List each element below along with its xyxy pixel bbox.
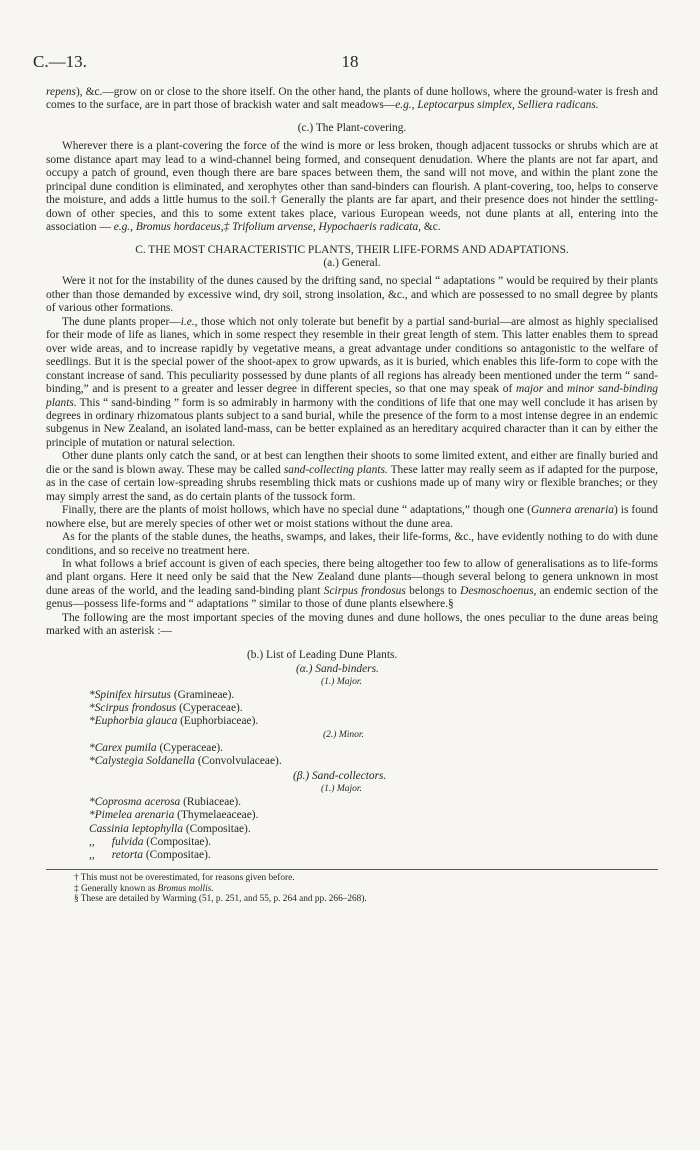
footnotes: [46, 873, 658, 905]
major-label: (1.) Major.: [321, 676, 362, 687]
paragraph-sand-collecting: Other dune plants only catch the sand, or at best can lengthen their shoots to some limited extent, and either are finally buried and die or the sand is blown away. These may be called sand-collecting plants. These latter may really seem as if adapted for the purpose, as in the case of certain low-spreading shrubs resembling thick mats or cushions made up of many wiry or flexible branches; or they may simply arrest the sand, as do certain plants of the tussock form.: [46, 450, 658, 503]
paragraph-stable-dunes: As for the plants of the stable dunes, the heaths, swamps, and lakes, their life-forms, &c., have evidently nothing to do with dune conditions, and so receive no treatment here.: [46, 531, 658, 557]
major2-label: (1.) Major.: [321, 783, 362, 794]
list-item: *Calystegia Soldanella (Convolvulaceae).: [89, 755, 282, 768]
list-item: *Coprosma acerosa (Rubiaceae).: [89, 795, 241, 808]
list-heading: (b.) List of Leading Dune Plants.: [247, 648, 398, 661]
collectors-major-list: [46, 796, 658, 863]
species-name: repens: [46, 86, 76, 98]
list-item: *Carex pumila (Cyperaceae).: [89, 741, 224, 754]
minor-label: (2.) Minor.: [323, 729, 364, 740]
list-item: Cassinia leptophylla (Compositae).: [89, 822, 251, 835]
binders-minor-list: [46, 742, 658, 769]
binders-major-list: [46, 689, 658, 729]
list-item: ,, fulvida (Compositae).: [89, 835, 212, 848]
footnote-dagger: † This must not be overestimated, for reasons given before.: [74, 872, 295, 883]
paragraph-continued: repens), &c.—grow on or close to the shore itself. On the other hand, the plants of dune hollows, where the ground-water is fresh and comes to the surface, are in part those of brackish water and salt meadows—e.g., Leptocarpus simplex, Selliera radicans.: [46, 86, 658, 112]
sand-collectors-heading: (β.) Sand-collectors.: [293, 769, 387, 782]
page-number: 18: [341, 52, 359, 71]
list-item: *Spinifex hirsutus (Gramineae).: [89, 688, 235, 701]
plant-covering-heading: (c.) The Plant-covering.: [297, 121, 407, 134]
plant-covering-paragraph: Wherever there is a plant-covering the force of the wind is more or less broken, though adjacent tussocks or shrubs which are at some distance apart may lead to a wind-channel being formed, and consequent denudation. Where the plants are not far apart, and occupy a patch of ground, even though there are bare spaces between them, the sand will not move, and within the plant zone the principal dune condition is eliminated, and xerophytes other than sand-binders can flourish. A plant-covering, too, helps to conserve the moisture, and adds a little humus to the soil.† Generally the plants are far apart, and their presence does not hinder the settling-down of other species, and this to some extent takes place, various European weeds, not dune plants at all, entering into the association — e.g., Bromus hordaceus,‡ Trifolium arvense, Hypochaeris radicata, &c.: [46, 140, 658, 234]
paragraph-dune-plants-proper: The dune plants proper—i.e., those which not only tolerate but benefit by a partial sand-burial—are almost as highly specialised for their mode of life as lianes, which in some respect they resemble in their great length of stem. This latter enables them to spread over wide areas, and to increase rapidly by vegetative means, a great advantage under conditions so antagonistic to the welfare of seedlings. But it is the special power of the shoot-apex to grow upwards, as it is buried, which enables this life-form to cope with the constant increase of sand. This peculiarity possessed by dune plants of all regions has already been mentioned under the term “ sand-binding,” and is present to a greater and lesser degree in different species, so that one may speak of major and minor sand-binding plants. This “ sand-binding ” form is so admirably in harmony with the conditions of life that one may well conclude it has arisen by degrees in ordinary rhizomatous plants subject to a sand burial, while the presence of the form to a most intense degree in an endemic subgenus in New Zealand, an isolated land-mass, can be better explained as an hereditary acquired character than it can by either the principle of mutation or natural selection.: [46, 315, 658, 449]
list-item: *Euphorbia glauca (Euphorbiaceae).: [89, 715, 259, 728]
paragraph-following-species: The following are the most important species of the moving dunes and dune hollows, the ones peculiar to the dune areas being marked with an asterisk :—: [46, 611, 658, 638]
general-heading: (a.) General.: [323, 256, 381, 269]
paragraph-brief-account: In what follows a brief account is given of each species, there being altogether too few to allow of generalisations as to life-forms and plant organs. Here it need only be said that the New Zealand dune plants—though several belong to genera unknown in most dune areas of the world, and the leading sand-binding plant Scirpus frondosus belongs to Desmoschoenus, an endemic section of the genus—possess life-forms and “ adaptations ” similar to those of dune plants elsewhere.§: [46, 557, 659, 611]
sand-binders-heading: (α.) Sand-binders.: [296, 662, 379, 675]
paragraph-moist-hollows: Finally, there are the plants of moist hollows, which have no special dune “ adaptations,” though one (Gunnera arenaria) is found nowhere else, but are merely species of other wet or moist stations without the dune area.: [46, 504, 658, 530]
document-code: C.—13.: [33, 52, 87, 71]
page-body: [46, 86, 658, 905]
paragraph-adaptations: Were it not for the instability of the dunes caused by the drifting sand, no special “ adaptations ” would be required by their plants other than those demanded by excessive wind, dry soil, strong insolation, &c., and which are possessed to no small degree by plants of various other formations.: [46, 275, 658, 315]
list-item: ,, retorta (Compositae).: [89, 849, 211, 862]
footnote-section: § These are detailed by Warming (51, p. 251, and 55, p. 264 and pp. 266–268).: [74, 894, 367, 905]
page-header: [33, 52, 667, 72]
section-c-heading: C. THE MOST CHARACTERISTIC PLANTS, THEIR LIFE-FORMS AND ADAPTATIONS.: [135, 243, 569, 256]
footnote-divider: [46, 869, 658, 870]
list-item: *Scirpus frondosus (Cyperaceae).: [89, 702, 243, 715]
footnote-double-dagger: ‡ Generally known as Bromus mollis.: [74, 883, 214, 894]
list-item: *Pimelea arenaria (Thymelaeaceae).: [89, 809, 259, 822]
